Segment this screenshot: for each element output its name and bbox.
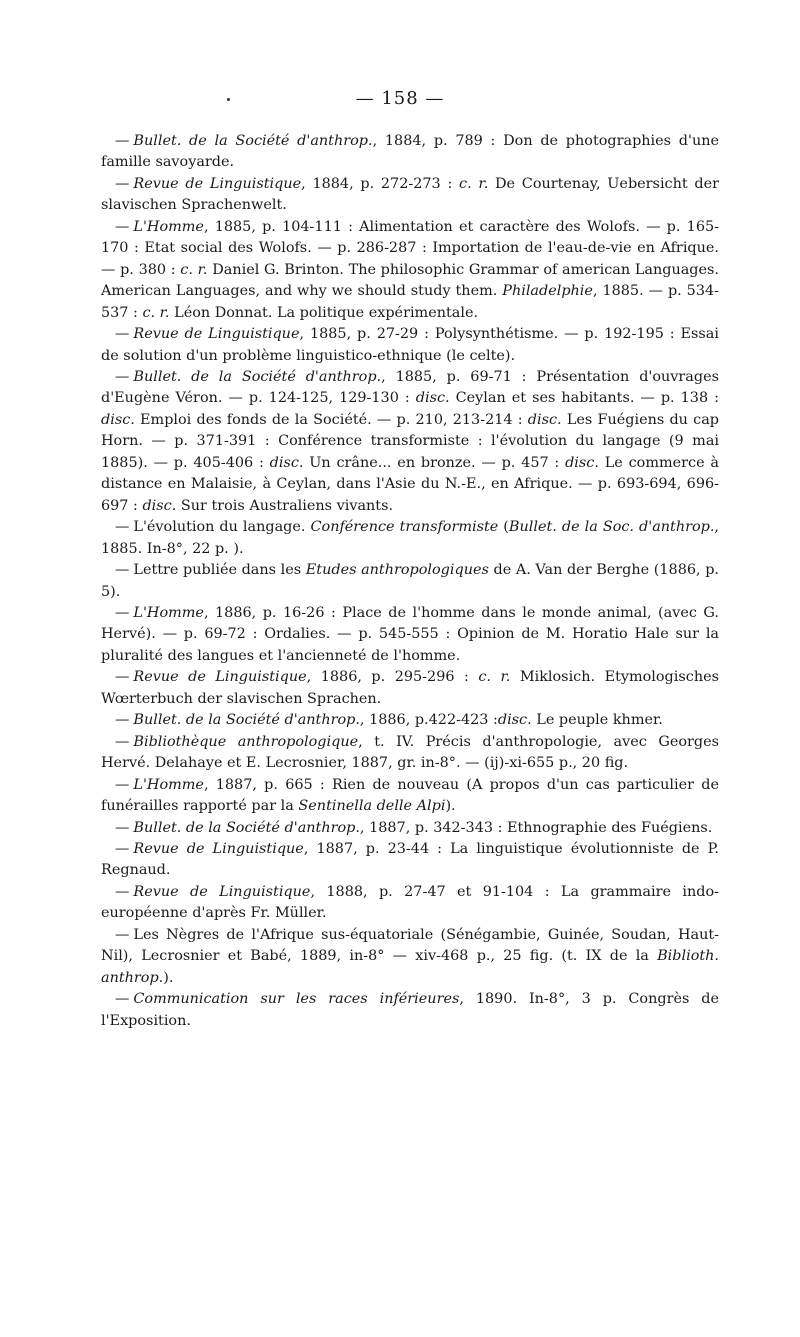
entry-text: , 1885, p. 27-29 : Polysynthétisme. — p. 192-195 : Essai de solution d'un problème linguistico-ethnique (le celte). [101,326,719,364]
entry-text: , 1885. In-8°, 22 p. ). [101,519,719,557]
entry-text: Daniel G. Brinton. The philosophic Grammar of american Languages. American Languages, and why we should study them. [101,261,719,300]
entry-dash: — [115,326,130,343]
bibliography-entry [101,667,719,710]
entry-italic-text: Bullet. de la Société d'anthrop. [133,712,360,729]
entry-italic-text: Revue de Linguistique [133,840,304,857]
entry-text: Sur trois Australiens vivants. [176,497,394,514]
entry-italic-text: Conférence transformiste [310,519,499,536]
entry-italic-text: Bullet. de la Société d'anthrop. [133,368,382,385]
entry-dash: — [115,562,130,579]
entry-text: De Courtenay, Uebersicht der slavischen Sprachenwelt. [101,175,719,214]
entry-dash: — [115,991,130,1008]
entry-italic-text: L'Homme [133,218,204,235]
entry-dash: — [115,926,130,943]
entry-italic-text: Bullet. de la Société d'anthrop. [133,819,360,836]
entry-italic-text: disc. [101,411,135,428]
entry-italic-text: c. r. [478,669,511,686]
entry-italic-text: disc. [497,712,532,729]
entry-dash: — [115,604,130,621]
entry-italic-text: Revue de Linguistique [133,326,300,343]
entry-text: Le commerce à distance en Malaisie, à Ceylan, dans l'Asie du N.-E., en Afrique. — p. 693-694, 696-697 : [101,454,719,514]
bibliography-entry [101,517,719,560]
bibliography-entry [101,882,719,925]
entry-text: Un crâne... en bronze. — p. 457 : [303,454,566,471]
entry-text: L'évolution du langage. [133,519,311,536]
bibliography-entry [101,732,719,775]
bibliography-entry [101,603,719,667]
entry-dash: — [115,669,130,686]
entry-dash: — [115,368,130,385]
entry-italic-text: disc. [565,454,599,471]
entry-italic-text: Etudes anthropologiques [305,562,489,579]
entry-italic-text: Biblioth. anthrop. [101,948,719,986]
entry-text: Lettre publiée dans les [133,562,306,579]
entry-italic-text: Bibliothèque anthropologique [133,733,359,750]
entry-italic-text: disc. [415,390,450,407]
entry-text: , 1886, p. 295-296 : [306,669,479,686]
bibliography-entry [101,925,719,989]
bibliography-entry [101,775,719,818]
entry-italic-text: Revue de Linguistique [133,669,307,686]
entry-italic-text: c. r. [142,304,170,321]
bibliography-entry [101,989,719,1032]
entry-text: Les Fuégiens du cap Horn. — p. 371-391 : Conférence transformiste : l'évolution du langage (9 mai 1885). — p. 405-406 : [101,411,719,471]
entry-text: , 1884, p. 272-273 : [301,175,460,192]
bibliography-entry [101,131,719,174]
entry-dash: — [115,776,130,793]
bibliography-entry [101,174,719,217]
entry-text: Le peuple khmer. [531,712,663,729]
entry-italic-text: Revue de Linguistique [133,883,311,900]
entry-dash: — [115,733,130,750]
bibliography-entry [101,217,719,324]
entry-text: , 1890. In-8°, 3 p. Congrès de l'Exposition. [101,991,719,1029]
entry-italic-text: Revue de Linguistique [133,175,302,192]
entry-italic-text: Bullet. de la Société d'anthrop. [133,133,373,149]
entry-text: , t. IV. Précis d'anthropologie, avec Georges Hervé. Delahaye et E. Lecrosnier, 1887, gr. in-8°. — (ij)-xi-655 p., 20 fig. [101,733,719,772]
entry-italic-text: disc. [142,497,177,514]
entry-italic-text: L'Homme [133,776,204,793]
entry-text: , 1885. — p. 534-537 : [101,283,720,321]
entry-dash: — [115,519,130,536]
entry-text: , 1886, p. 16-26 : Place de l'homme dans le monde animal, (avec G. Hervé). — p. 69-72 : Ordalies. — p. 545-555 : Opinion de M. Horatio Hale sur la pluralité des langues et l'ancienneté de l'homme. [101,604,719,664]
entry-text: Léon Donnat. La politique expérimentale. [169,304,479,321]
bibliography-entry [101,367,719,517]
entry-dash: — [115,883,130,900]
bibliography-list [101,131,719,1032]
page-number-text: — 158 — [355,88,445,109]
entry-text: , 1887, p. 23-44 : La linguistique évolutionniste de P. Regnaud. [101,840,719,879]
entry-text: Les Nègres de l'Afrique sus-équatoriale (Sénégambie, Guinée, Soudan, Haut-Nil), Lecrosnier et Babé, 1889, in-8° — xiv-468 p., 25 fig. (t. IX de la [101,926,719,965]
entry-dash: — [115,712,130,729]
entry-text: , 1886, p.422-423 : [359,712,498,729]
entry-text: , 1887, p. 342-343 : Ethnographie des Fuégiens. [359,819,713,836]
entry-dash: — [115,840,130,857]
entry-dash: — [115,218,130,235]
entry-dash: — [115,133,130,149]
entry-italic-text: c. r. [180,261,208,278]
entry-text: , 1887, p. 665 : Rien de nouveau (A propos d'un cas particulier de funérailles rapporté par la [101,776,719,815]
entry-italic-text: Bullet. de la Soc. d'anthrop. [508,519,715,536]
bibliography-entry [101,324,719,367]
entry-italic-text: Communication sur les races inférieures [133,991,460,1008]
entry-italic-text: disc. [269,454,304,471]
entry-text: Miklosich. Etymologisches Wœrterbuch der slavischen Sprachen. [101,669,719,707]
entry-text: ). [445,798,456,815]
entry-text: , 1888, p. 27-47 et 91-104 : La grammaire indo-européenne d'après Fr. Müller. [101,883,719,922]
entry-text: , 1885, p. 104-111 : Alimentation et caractère des Wolofs. — p. 165-170 : Etat social des Wolofs. — p. 286-287 : Importation de l'eau-de-vie en Afrique. — p. 380 : [101,218,719,278]
entry-text: ( [498,519,509,536]
entry-italic-text: L'Homme [133,604,204,621]
entry-italic-text: Sentinella delle Alpi [298,798,446,815]
bibliography-entry [101,818,719,839]
bibliography-entry [101,839,719,882]
entry-italic-text: c. r. [459,175,489,192]
entry-dash: — [115,175,130,192]
entry-text: , 1885, p. 69-71 : Présentation d'ouvrages d'Eugène Véron. — p. 124-125, 129-130 : [101,368,719,407]
entry-italic-text: Philadelphie [502,283,593,300]
page-number [0,88,800,109]
entry-italic-text: disc. [527,411,562,428]
entry-text: Ceylan et ses habitants. — p. 138 : [449,390,719,407]
entry-text: de A. Van der Berghe (1886, p. 5). [101,562,720,600]
margin-dot [227,98,230,101]
bibliography-entry [101,560,719,603]
entry-text: ). [163,969,174,986]
bibliography-entry [101,710,719,731]
entry-dash: — [115,819,130,836]
entry-text: , 1884, p. 789 : Don de photographies d'une famille savoyarde. [101,133,720,171]
entry-text: Emploi des fonds de la Société. — p. 210, 213-214 : [134,411,528,428]
